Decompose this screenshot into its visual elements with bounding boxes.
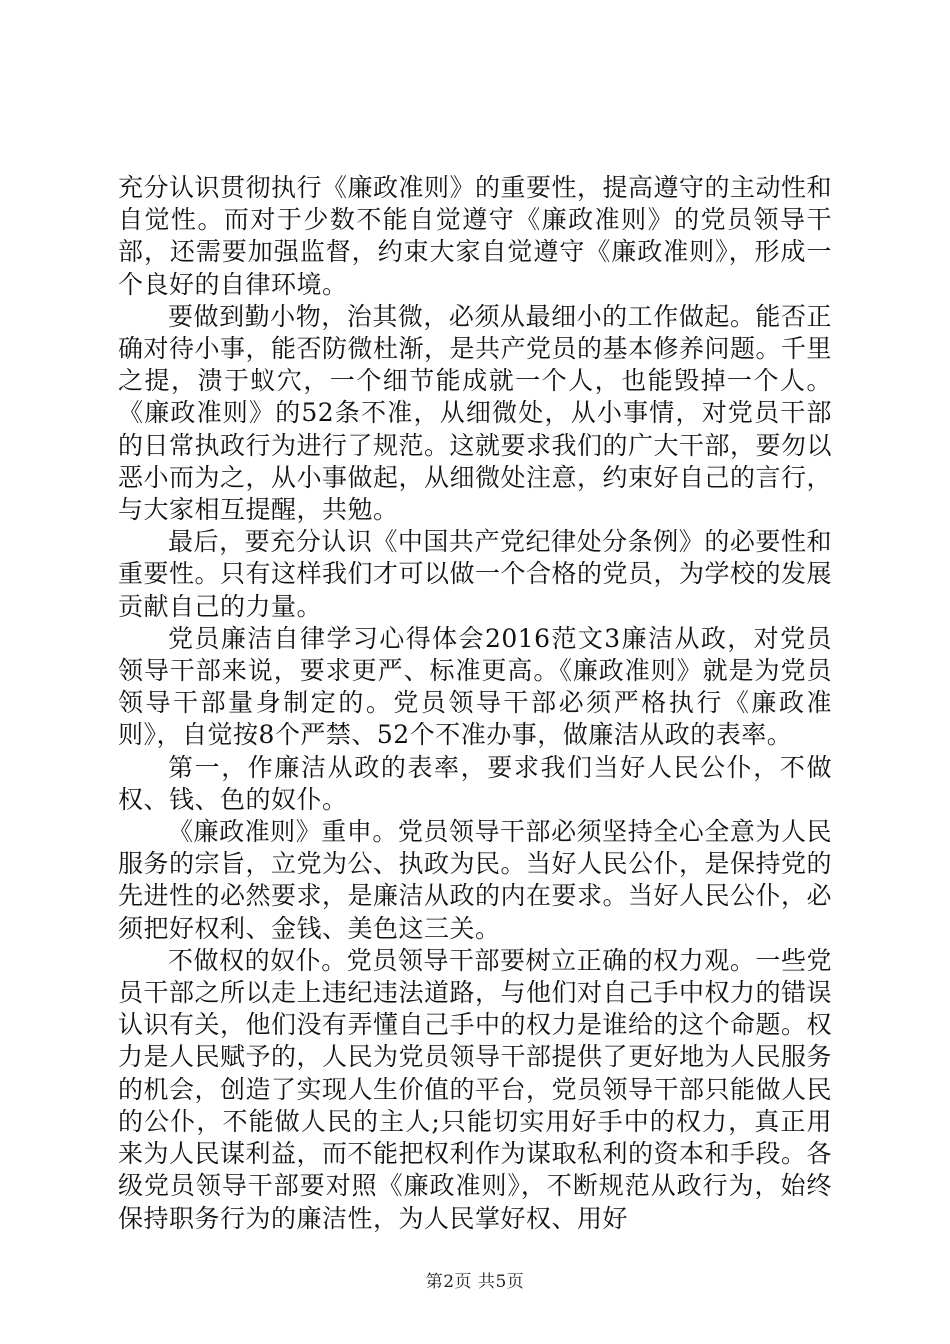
paragraph-6: 《廉政准则》重申。党员领导干部必须坚持全心全意为人民服务的宗旨，立党为公、执政为民。当好人民公仆，是保持党的先进性的必然要求，是廉洁从政的内在要求。当好人民公仆，必须把好权利、金钱、美色这三关。 <box>118 817 833 943</box>
paragraph-5: 第一，作廉洁从政的表率，要求我们当好人民公仆，不做权、钱、色的奴仆。 <box>118 752 832 814</box>
paragraph-3: 最后，要充分认识《中国共产党纪律处分条例》的必要性和重要性。只有这样我们才可以做一个合格的党员，为学校的发展贡献自己的力量。 <box>118 527 833 621</box>
paragraph-7: 不做权的奴仆。党员领导干部要树立正确的权力观。一些党员干部之所以走上违纪违法道路，与他们对自己手中权力的错误认识有关，他们没有弄懂自己手中的权力是谁给的这个命题。权力是人民赋予的，人民为党员领导干部提供了更好地为人民服务的机会，创造了实现人生价值的平台，党员领导干部只能做人民的公仆，不能做人民的主人;只能切实用好手中的权力，真正用来为人民谋利益，而不能把权利作为谋取私利的资本和手段。各级党员领导干部要对照《廉政准则》，不断规范从政行为，始终保持职务行为的廉洁性，为人民掌好权、用好 <box>118 945 833 1233</box>
page-number-footer: 第2页 共5页 <box>425 1272 525 1292</box>
paragraph-2: 要做到勤小物，治其微，必须从最细小的工作做起。能否正确对待小事，能否防微杜渐，是共产党员的基本修养问题。千里之提，溃于蚁穴，一个细节能成就一个人，也能毁掉一个人。《廉政准则》的52条不准，从细微处，从小事情，对党员干部的日常执政行为进行了规范。这就要求我们的广大干部，要勿以恶小而为之，从小事做起，从细微处注意，约束好自己的言行，与大家相互提醒，共勉。 <box>118 301 833 525</box>
document-body <box>118 172 832 1235</box>
paragraph-4: 党员廉洁自律学习心得体会2016范文3廉洁从政，对党员领导干部来说，要求更严、标准更高。《廉政准则》就是为党员领导干部量身制定的。党员领导干部必须严格执行《廉政准则》，自觉按8个严禁、52个不准办事，做廉洁从政的表率。 <box>118 623 832 750</box>
paragraph-1: 充分认识贯彻执行《廉政准则》的重要性，提高遵守的主动性和自觉性。而对于少数不能自觉遵守《廉政准则》的党员领导干部，还需要加强监督，约束大家自觉遵守《廉政准则》，形成一个良好的自律环境。 <box>118 173 833 299</box>
